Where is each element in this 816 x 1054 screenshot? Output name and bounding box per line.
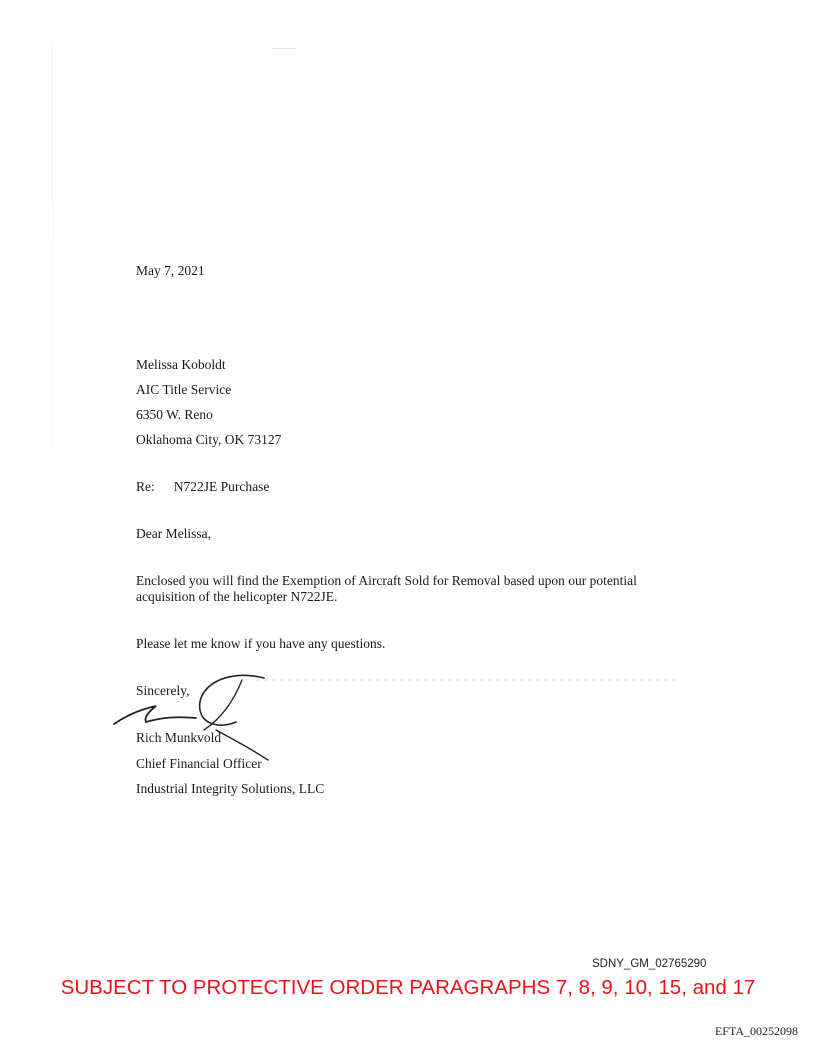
re-subject: N722JE Purchase: [173, 479, 270, 494]
efta-number: EFTA_00252098: [714, 1024, 798, 1038]
re-label: Re:: [136, 479, 155, 494]
recipient-company: AIC Title Service: [136, 382, 232, 397]
re-line: [136, 479, 269, 495]
body-paragraph-1: Enclosed you will find the Exemption of Aircraft Sold for Removal based upon our potential acquisition of the helicopter N722JE.: [136, 573, 637, 604]
signer-company: Industrial Integrity Solutions, LLC: [136, 781, 325, 796]
bates-number: SDNY_GM_02765290: [592, 958, 707, 970]
recipient-street: 6350 W. Reno: [136, 407, 213, 422]
letter-date: May 7, 2021: [136, 263, 205, 278]
scan-edge-artifact: [52, 46, 53, 446]
salutation: Dear Melissa,: [136, 526, 211, 541]
scan-mark-artifact: [272, 48, 296, 49]
closing: Sincerely,: [136, 683, 190, 698]
body-paragraph-2: Please let me know if you have any questions.: [136, 636, 386, 651]
recipient-name: Melissa Koboldt: [136, 357, 226, 372]
handwritten-signature: [104, 666, 324, 762]
recipient-city: Oklahoma City, OK 73127: [136, 432, 282, 447]
protective-order-notice: SUBJECT TO PROTECTIVE ORDER PARAGRAPHS 7, 8, 9, 10, 15, and 17: [60, 976, 756, 999]
signer-title: Chief Financial Officer: [136, 756, 262, 771]
signer-name: Rich Munkvold: [136, 730, 222, 745]
